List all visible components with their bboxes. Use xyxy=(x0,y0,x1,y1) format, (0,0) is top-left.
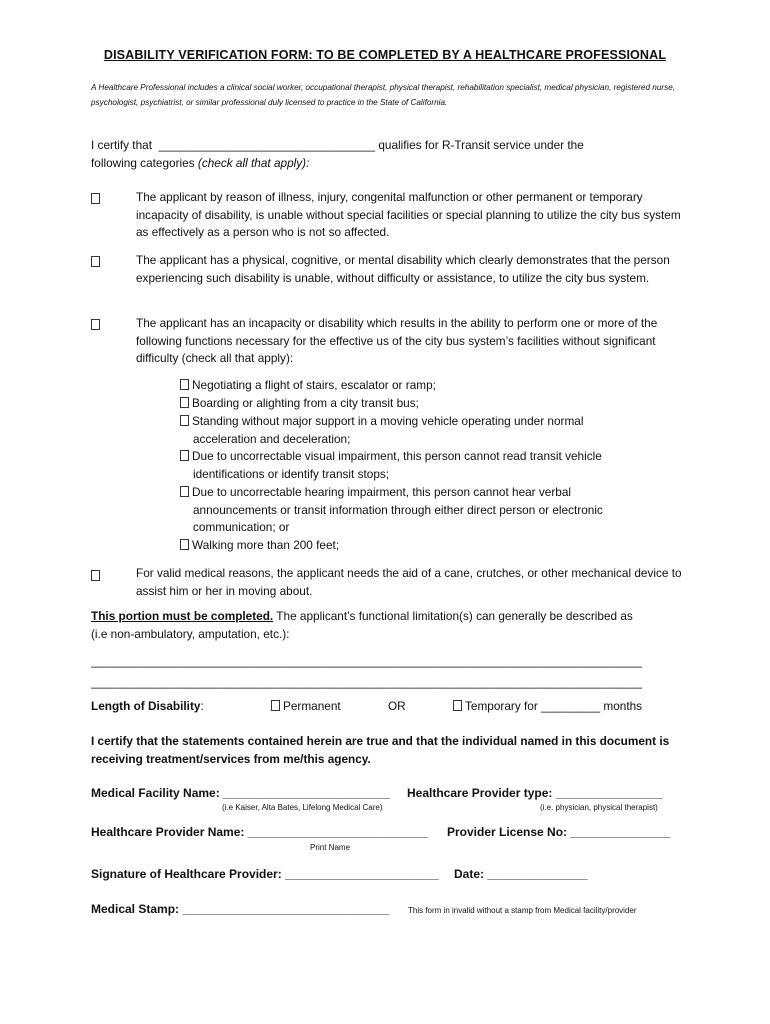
permanent-checkbox[interactable] xyxy=(271,700,280,711)
function-2-label: Boarding or alighting from a city transit bus; xyxy=(192,396,419,410)
category-1-checkbox[interactable] xyxy=(91,193,100,204)
length-label-text: Length of Disability xyxy=(91,699,201,713)
category-3-text: The applicant has an incapacity or disability which results in the ability to perform one or more of the following functions necessary for the effective us of the city bus system’s facilities without significant difficulty (check all that apply): xyxy=(136,316,658,365)
function-6-checkbox[interactable] xyxy=(180,539,189,550)
function-1-label: Negotiating a flight of stairs, escalator or ramp; xyxy=(192,378,436,392)
function-6-label: Walking more than 200 feet; xyxy=(192,538,340,552)
temporary-checkbox[interactable] xyxy=(453,700,462,711)
function-item xyxy=(180,537,650,555)
function-4-label-cont: identifications or identify transit stops; xyxy=(193,466,390,481)
function-5-label: Due to uncorrectable hearing impairment, this person cannot hear verbal xyxy=(192,485,572,499)
certify-statement: I certify that the statements contained herein are true and that the individual named in this document is receiving treatment/services from me/this agency. xyxy=(91,734,670,766)
function-item xyxy=(180,448,650,483)
certify-suffix: qualifies for R-Transit service under the xyxy=(378,138,584,152)
limitation-line-1[interactable]: ____________________________________________________________________________________ xyxy=(91,654,643,668)
certify-line xyxy=(91,137,691,172)
provider-name-hint: Print Name xyxy=(310,843,351,852)
limitation-prompt xyxy=(91,608,691,643)
function-4-checkbox[interactable] xyxy=(180,450,189,461)
date-field[interactable]: Date: _______________ xyxy=(454,867,588,881)
function-item xyxy=(180,377,650,395)
temporary-option[interactable] xyxy=(453,698,642,716)
provider-name-field[interactable]: Healthcare Provider Name: ___________________________ xyxy=(91,825,428,839)
function-2-checkbox[interactable] xyxy=(180,397,189,408)
applicant-name-field[interactable]: _________________________________ xyxy=(158,138,376,152)
provider-type-field[interactable]: Healthcare Provider type: ________________ xyxy=(407,786,663,800)
signature-field[interactable]: Signature of Healthcare Provider: _______________________ xyxy=(91,867,439,881)
length-label xyxy=(91,698,204,716)
limitation-text: The applicant’s functional limitation(s) can generally be described as xyxy=(276,609,633,623)
temporary-label: Temporary for _________ months xyxy=(465,699,643,713)
limitation-text-2: (i.e non-ambulatory, amputation, etc.): xyxy=(91,626,290,641)
facility-name-field[interactable]: Medical Facility Name: _________________________ xyxy=(91,786,390,800)
category-4-checkbox[interactable] xyxy=(91,570,100,581)
limitation-line-2[interactable]: ____________________________________________________________________________________ xyxy=(91,675,643,689)
stamp-note: This form in invalid without a stamp from Medical facility/provider xyxy=(408,906,637,915)
facility-hint: (i.e Kaiser, Alta Bates, Lifelong Medical Care) xyxy=(222,803,383,812)
function-1-checkbox[interactable] xyxy=(180,379,189,390)
length-colon: : xyxy=(200,699,204,713)
category-4-text: For valid medical reasons, the applicant needs the aid of a cane, crutches, or other mechanical device to assist him or her in moving about. xyxy=(136,566,682,598)
certify-line2-italic: (check all that apply): xyxy=(197,155,310,170)
required-notice: This portion must be completed. xyxy=(91,609,274,623)
permanent-option[interactable] xyxy=(271,698,341,716)
function-item xyxy=(180,395,650,413)
function-3-checkbox[interactable] xyxy=(180,415,189,426)
function-5-label-cont: announcements or transit information through either direct person or electronic communication; or xyxy=(193,502,603,534)
function-3-label-cont: acceleration and deceleration; xyxy=(193,431,351,446)
category-2-text: The applicant has a physical, cognitive, or mental disability which clearly demonstrates that the person experiencing such disability is unable, without difficulty or assistance, to utilize the city bus system. xyxy=(136,253,670,285)
certify-line2: following categories xyxy=(91,155,195,170)
page-title: DISABILITY VERIFICATION FORM: TO BE COMPLETED BY A HEALTHCARE PROFESSIONAL xyxy=(103,48,667,62)
category-2-checkbox[interactable] xyxy=(91,256,100,267)
category-3-checkbox[interactable] xyxy=(91,319,100,330)
function-4-label: Due to uncorrectable visual impairment, this person cannot read transit vehicle xyxy=(192,449,602,463)
provider-type-hint: (i.e. physician, physical therapist) xyxy=(540,803,658,812)
function-item xyxy=(180,413,650,448)
function-5-checkbox[interactable] xyxy=(180,486,189,497)
function-item xyxy=(180,484,640,537)
permanent-label: Permanent xyxy=(283,699,341,713)
category-1-text: The applicant by reason of illness, injury, congenital malfunction or other permanent or temporary incapacity of disability, is unable without special facilities or special planning to utilize the city bus system as effectively as a person who is not so affected. xyxy=(136,190,681,239)
license-field[interactable]: Provider License No: _______________ xyxy=(447,825,671,839)
certify-prefix: I certify that xyxy=(91,138,152,152)
intro-text: A Healthcare Professional includes a clinical social worker, occupational therapist, physical therapist, rehabilitation specialist, medical physician, registered nurse, psychologist, psychiatrist, or similar professional duly licensed to practice in the State of California. xyxy=(91,83,676,107)
or-label: OR xyxy=(388,699,406,713)
function-3-label: Standing without major support in a moving vehicle operating under normal xyxy=(192,414,584,428)
medical-stamp-field[interactable]: Medical Stamp: _______________________________ xyxy=(91,902,390,916)
